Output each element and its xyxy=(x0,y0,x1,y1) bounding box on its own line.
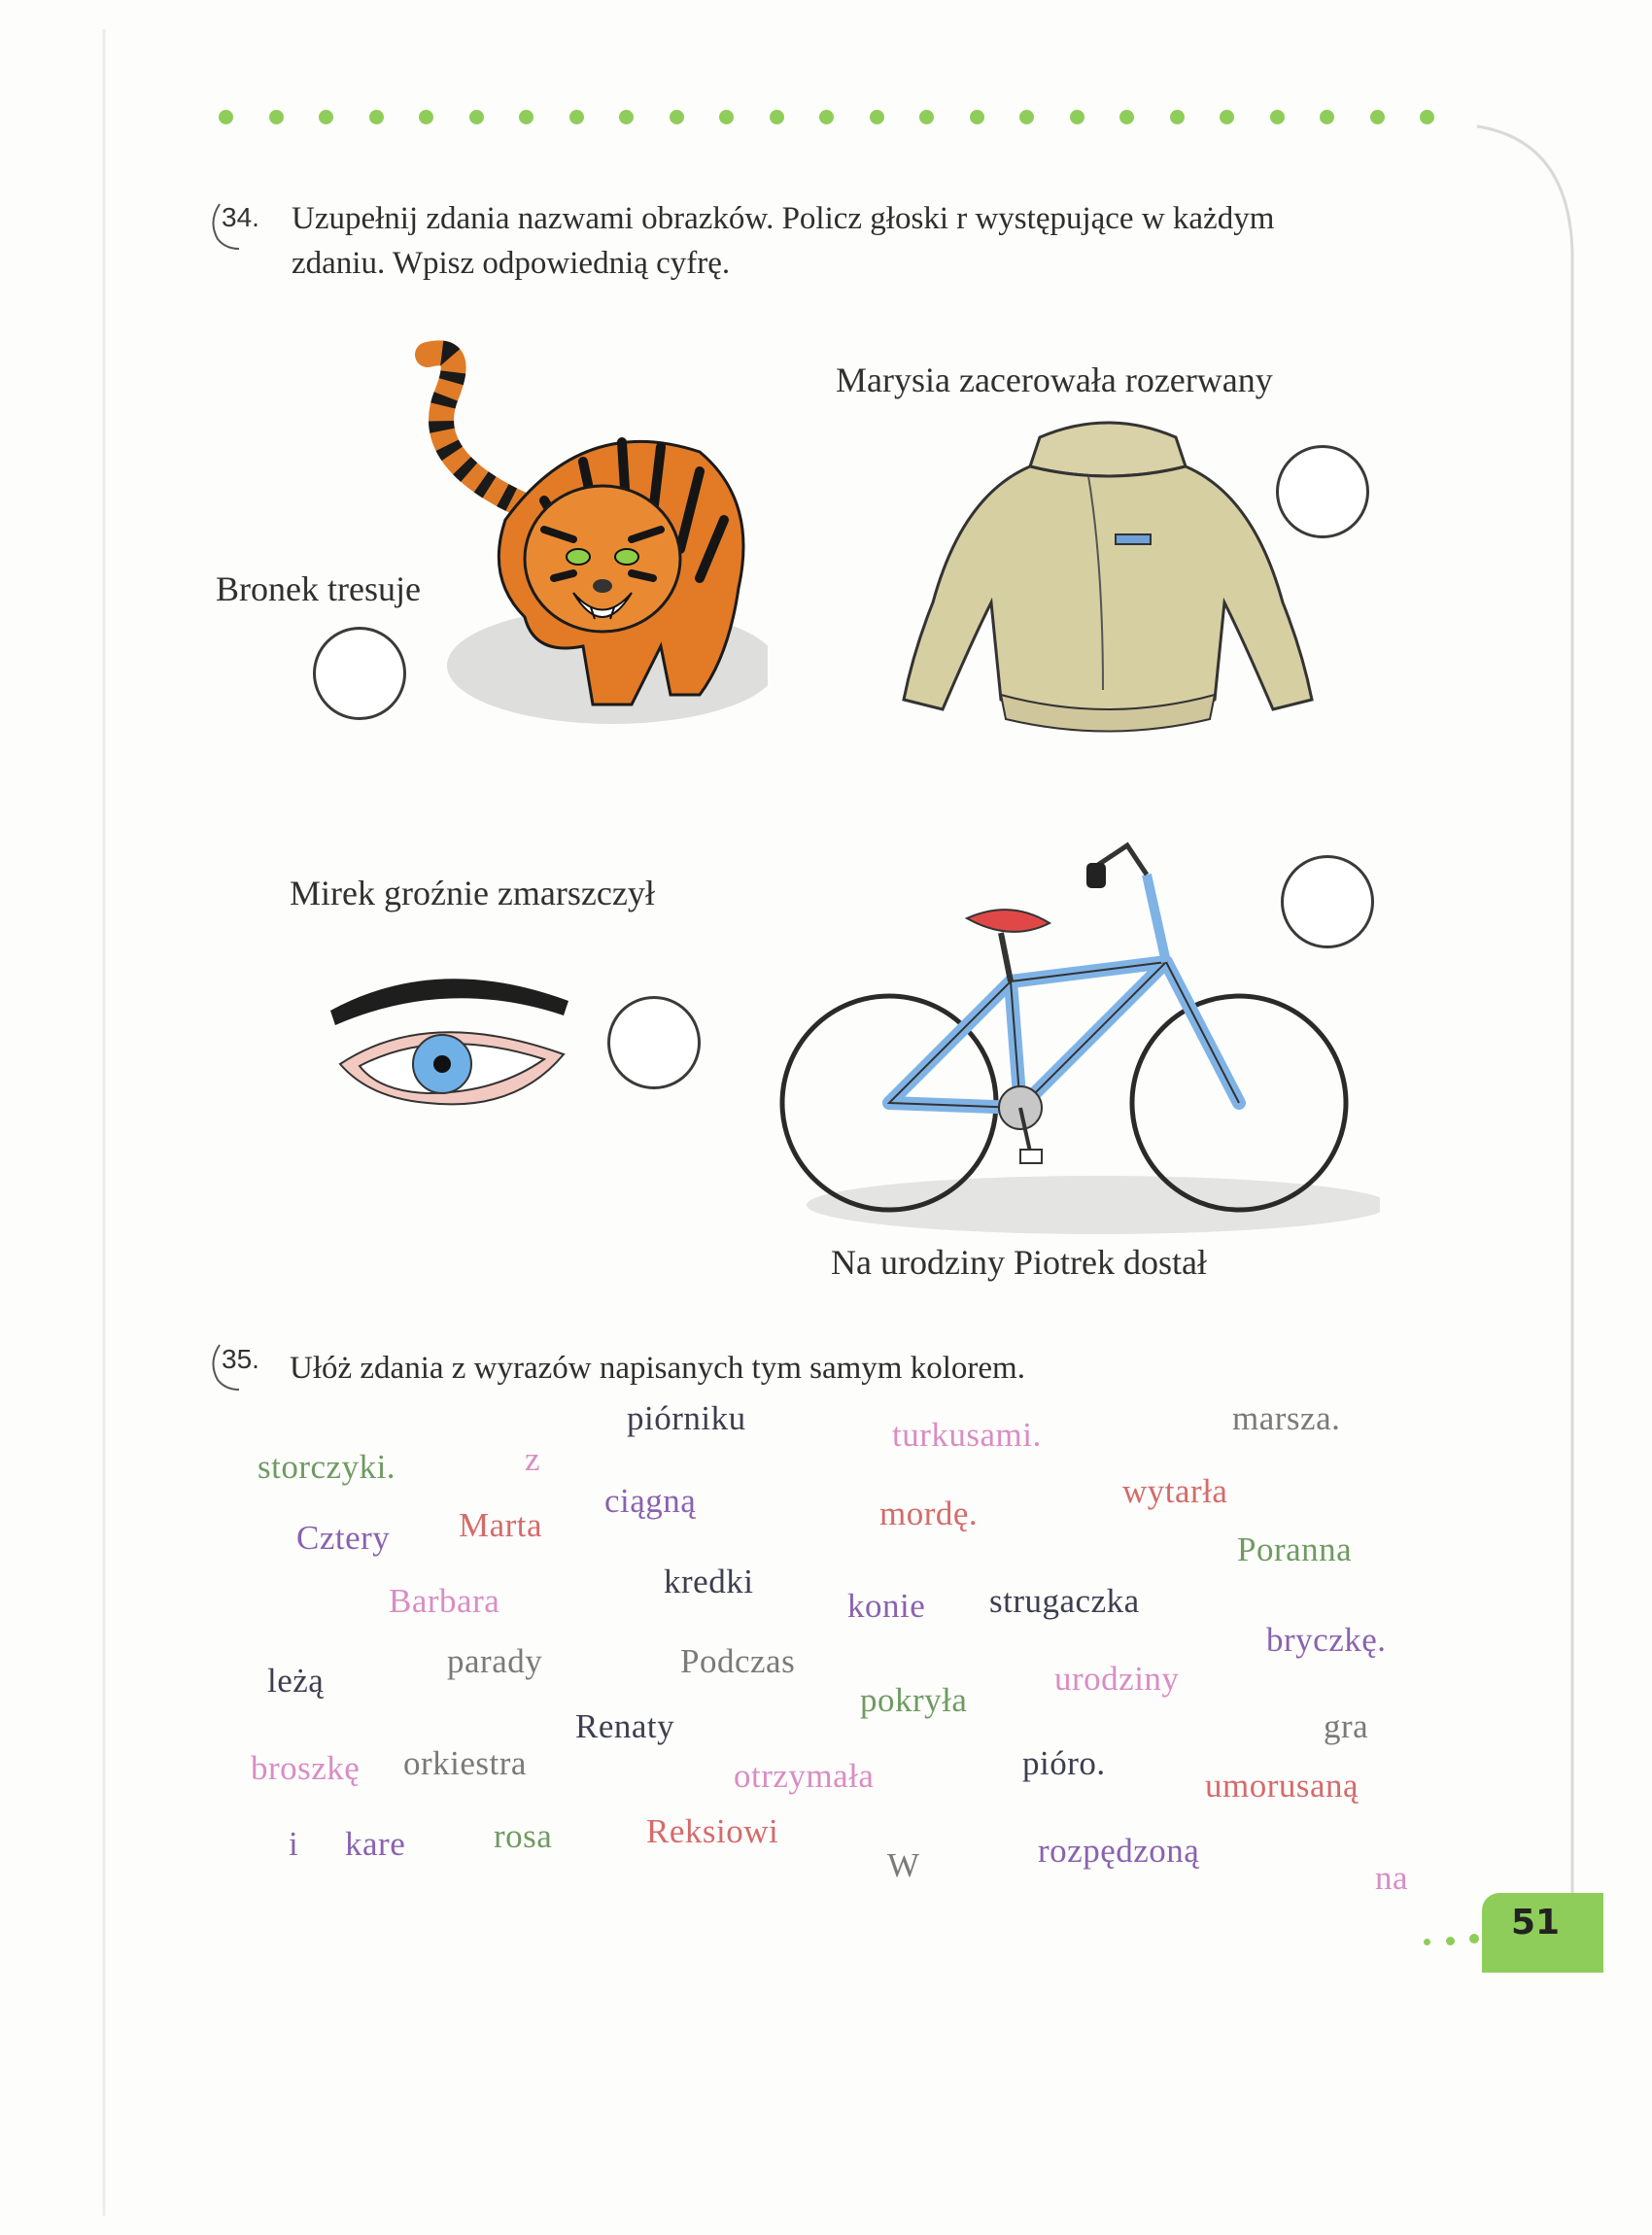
word-tile: rosa xyxy=(494,1817,553,1855)
decorative-dot xyxy=(619,110,634,124)
word-tile: ciągną xyxy=(604,1482,697,1520)
word-tile: urodziny xyxy=(1054,1660,1180,1698)
page-number: 51 xyxy=(1511,1903,1561,1943)
decorative-dot xyxy=(419,110,433,124)
decorative-dot xyxy=(970,110,984,124)
bicycle-illustration xyxy=(777,826,1380,1244)
page-tab-dot-3 xyxy=(1469,1934,1479,1943)
exercise-34-instruction xyxy=(292,196,1477,286)
decorative-dot xyxy=(1170,110,1185,124)
word-tile: na xyxy=(1375,1859,1409,1897)
word-tile: Reksiowi xyxy=(646,1812,779,1850)
word-tile: broszkę xyxy=(251,1749,361,1787)
decorative-dot-row xyxy=(219,110,1443,139)
answer-circle-sweater[interactable] xyxy=(1276,445,1369,538)
word-tile: W xyxy=(887,1846,920,1884)
decorative-dot xyxy=(870,110,884,124)
word-tile: orkiestra xyxy=(403,1744,527,1782)
decorative-dot xyxy=(1070,110,1084,124)
word-tile: konie xyxy=(847,1587,926,1625)
exercise-34-bracket-icon xyxy=(204,200,243,258)
decorative-dot xyxy=(269,110,284,124)
tiger-illustration xyxy=(389,335,768,753)
decorative-dot xyxy=(469,110,484,124)
page-tab-dot-1 xyxy=(1424,1939,1430,1945)
word-tile: storczyki. xyxy=(258,1448,396,1486)
decorative-dot xyxy=(219,110,233,124)
decorative-dot xyxy=(719,110,734,124)
word-tile: marsza. xyxy=(1232,1399,1341,1437)
answer-circle-eye[interactable] xyxy=(607,996,701,1089)
word-tile: otrzymała xyxy=(734,1757,875,1795)
decorative-dot xyxy=(1019,110,1034,124)
decorative-dot xyxy=(1220,110,1234,124)
word-tile: Podczas xyxy=(680,1642,796,1680)
word-tile: strugaczka xyxy=(989,1582,1140,1620)
decorative-dot xyxy=(1270,110,1285,124)
decorative-dot xyxy=(319,110,333,124)
decorative-dot xyxy=(819,110,834,124)
eye-eyebrow-illustration xyxy=(321,957,593,1142)
instruction-line-1: Uzupełnij zdania nazwami obrazków. Policz głoski r występujące w każdym xyxy=(292,201,1275,236)
word-tile: mordę. xyxy=(879,1495,979,1532)
exercise-34-number: 34. xyxy=(222,202,259,232)
word-tile: kare xyxy=(345,1825,406,1863)
page-tab-dot-2 xyxy=(1446,1937,1455,1945)
word-tile: z xyxy=(525,1440,541,1478)
decorative-dot xyxy=(919,110,934,124)
exercise-35-number: 35. xyxy=(222,1344,259,1374)
word-tile: Poranna xyxy=(1237,1530,1353,1568)
word-tile: bryczkę. xyxy=(1266,1621,1387,1659)
word-tile: wytarła xyxy=(1122,1472,1228,1510)
instruction-line-2: zdaniu. Wpisz odpowiednią cyfrę. xyxy=(292,246,731,281)
word-tile: Renaty xyxy=(575,1707,675,1745)
exercise-35-instruction: Ułóż zdania z wyrazów napisanych tym samym kolorem. xyxy=(290,1351,1025,1386)
decorative-dot xyxy=(670,110,684,124)
word-tile: leżą xyxy=(267,1662,325,1700)
word-tile: Marta xyxy=(459,1506,543,1544)
decorative-dot xyxy=(1420,110,1434,124)
caption-eye: Mirek groźnie zmarszczył xyxy=(290,874,655,912)
sweater-illustration xyxy=(894,408,1322,739)
word-tile: umorusaną xyxy=(1205,1767,1359,1805)
word-tile: rozpędzoną xyxy=(1038,1832,1200,1870)
left-page-edge xyxy=(92,29,112,2216)
decorative-dot xyxy=(569,110,584,124)
word-tile: pióro. xyxy=(1022,1744,1106,1782)
word-tile: parady xyxy=(447,1642,543,1680)
decorative-dot xyxy=(770,110,784,124)
decorative-dot xyxy=(519,110,533,124)
word-tile: piórniku xyxy=(627,1399,746,1437)
word-tile: kredki xyxy=(664,1563,754,1600)
word-tile: i xyxy=(289,1825,299,1863)
exercise-35-bracket-icon xyxy=(204,1341,243,1399)
word-tile: pokryła xyxy=(860,1681,968,1719)
decorative-dot xyxy=(369,110,384,124)
page-border-curve xyxy=(1458,117,1594,1914)
caption-tiger: Bronek tresuje xyxy=(216,569,421,608)
answer-circle-tiger[interactable] xyxy=(313,627,406,720)
word-tile: turkusami. xyxy=(892,1416,1042,1454)
caption-sweater: Marysia zacerowała rozerwany xyxy=(836,361,1273,399)
caption-bicycle: Na urodziny Piotrek dostał xyxy=(831,1243,1207,1282)
word-tile: Cztery xyxy=(296,1519,391,1557)
decorative-dot xyxy=(1119,110,1134,124)
word-tile: Barbara xyxy=(389,1582,500,1620)
decorative-dot xyxy=(1370,110,1385,124)
decorative-dot xyxy=(1320,110,1334,124)
word-tile: gra xyxy=(1324,1707,1369,1745)
